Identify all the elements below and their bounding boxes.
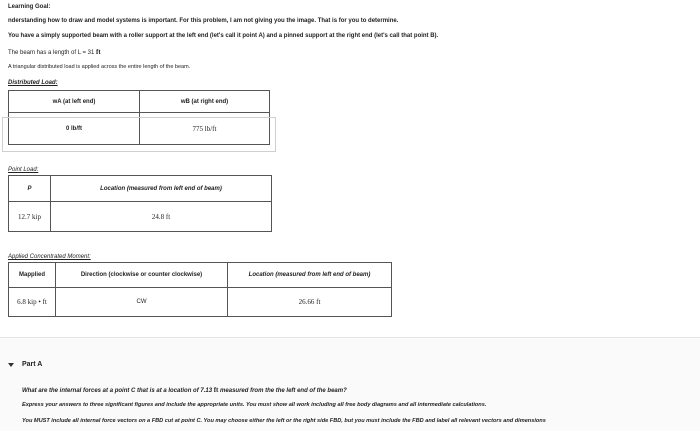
m-direction-value: CW bbox=[56, 288, 228, 317]
learning-goal-heading: Learning Goal: bbox=[8, 4, 51, 10]
p-location-value: 24.8 ft bbox=[51, 202, 272, 232]
wb-header: wB (at right end) bbox=[140, 91, 270, 113]
m-location-header: Location (measured from left end of beam) bbox=[228, 263, 392, 288]
wa-value: 0 lb/ft bbox=[9, 113, 140, 145]
m-location-value: 26.66 ft bbox=[228, 288, 392, 317]
answer-row-frame bbox=[2, 117, 276, 152]
moment-label: Applied Concentrated Moment: bbox=[8, 254, 91, 260]
moment-table bbox=[8, 262, 392, 317]
question-1-unit: ft bbox=[213, 386, 219, 394]
m-direction-header: Direction (clockwise or counter clockwise) bbox=[56, 263, 228, 288]
point-load-table bbox=[8, 175, 272, 232]
part-a-section bbox=[0, 337, 700, 431]
wb-value: 775 lb/ft bbox=[140, 113, 270, 145]
intro-line-3 bbox=[8, 48, 101, 56]
distributed-load-label: Distributed Load: bbox=[8, 80, 58, 86]
point-load-label: Point Load: bbox=[8, 167, 39, 173]
intro-line-4: A triangular distributed load is applied across the entire length of the beam. bbox=[8, 64, 191, 70]
p-value: 12.7 kip bbox=[9, 202, 51, 232]
beam-length-unit: ft bbox=[96, 48, 101, 56]
intro-line-2: You have a simply supported beam with a roller support at the left end (let's call it point A) and a pinned support at the right end (let's call that point B). bbox=[8, 33, 439, 39]
question-1-text: What are the internal forces at a point C that is at a location of 7.13 bbox=[22, 388, 214, 394]
part-a-title[interactable]: Part A bbox=[22, 361, 43, 368]
part-a-fbd-requirement: You MUST include all internal force vectors on a FBD cut at point C. You may choose either the left or the right side FBD, but you must include the FBD and label all relevant vectors and dimensions bbox=[22, 418, 546, 424]
part-a-instructions: Express your answers to three significant figures and include the appropriate units. You must show all work including all free body diagrams and all intermediate calculations. bbox=[22, 402, 487, 408]
beam-length-text: The beam has a length of L = 31 bbox=[8, 50, 97, 56]
intro-line-1: nderstanding how to draw and model systems is important. For this problem, I am not giving you the image. That is for you to determine. bbox=[8, 18, 399, 24]
m-applied-value: 6.8 kip • ft bbox=[9, 288, 56, 317]
p-header: P bbox=[9, 176, 51, 202]
question-1-suffix: measured from the the left end of the beam? bbox=[218, 388, 347, 394]
p-location-header: Location (measured from left end of beam) bbox=[51, 176, 272, 202]
part-a-toggle[interactable] bbox=[8, 363, 14, 369]
part-a-question-1 bbox=[22, 386, 347, 394]
wa-header: wA (at left end) bbox=[9, 91, 140, 113]
m-applied-header: Mapplied bbox=[9, 263, 56, 288]
chevron-down-icon bbox=[8, 363, 14, 367]
